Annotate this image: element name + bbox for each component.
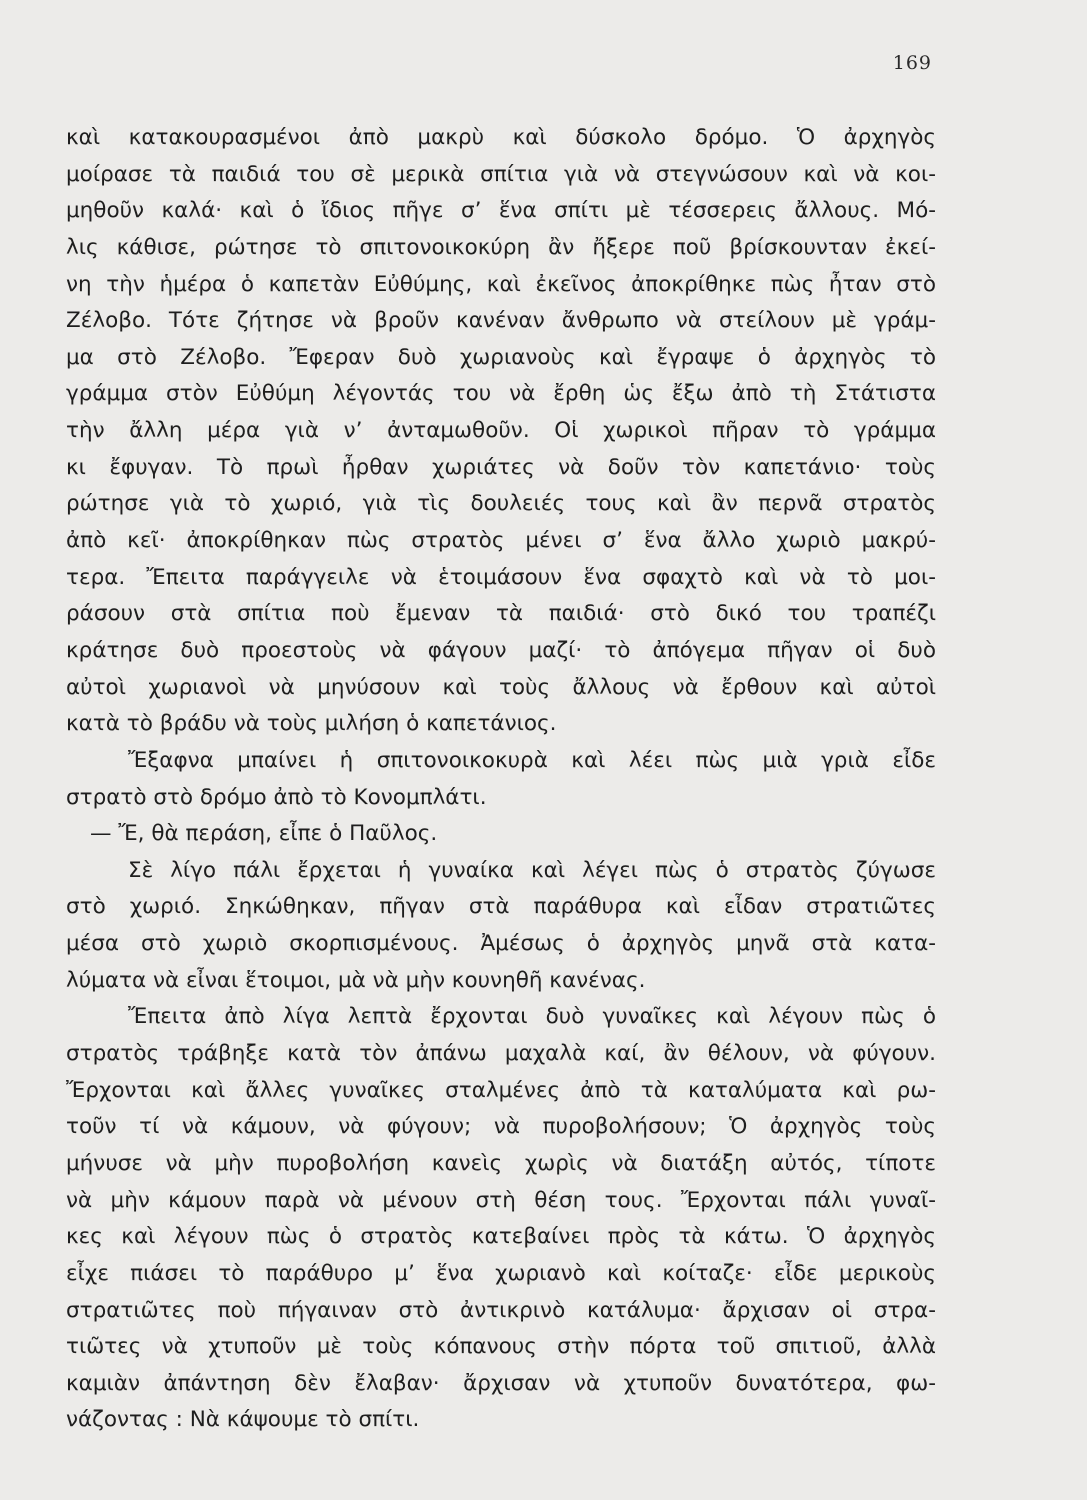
text-line: νὰ μὴν κάμουν παρὰ νὰ μένουν στὴ θέση τους. Ἔρχονται πάλι γυναῖ-: [66, 1187, 936, 1213]
text-line: αὐτοὶ χωριανοὶ νὰ μηνύσουν καὶ τοὺς ἄλλους νὰ ἔρθουν καὶ αὐτοὶ: [66, 674, 936, 700]
text-line: λις κάθισε, ρώτησε τὸ σπιτονοικοκύρη ἂν ἤξερε ποῦ βρίσκουνταν ἐκεί-: [66, 234, 936, 260]
text-line: μέσα στὸ χωριὸ σκορπισμένους. Ἀμέσως ὁ ἀρχηγὸς μηνᾶ στὰ κατα-: [66, 931, 936, 957]
text-line: μοίρασε τὰ παιδιά του σὲ μερικὰ σπίτια γιὰ νὰ στεγνώσουν καὶ νὰ κοι-: [66, 161, 936, 187]
text-line: κράτησε δυὸ προεστοὺς νὰ φάγουν μαζί· τὸ ἀπόγεμα πῆγαν οἱ δυὸ: [66, 637, 936, 663]
body-text: [66, 120, 936, 1439]
text-line: μα στὸ Ζέλοβο. Ἔφεραν δυὸ χωριανοὺς καὶ ἔγραψε ὁ ἀρχηγὸς τὸ: [66, 344, 936, 370]
text-line: μήνυσε νὰ μὴν πυροβολήση κανεὶς χωρὶς νὰ διατάξη αὐτός, τίποτε: [66, 1150, 936, 1176]
dialogue-line: — Ἔ, θὰ περάση, εἶπε ὁ Παῦλος.: [90, 821, 438, 847]
text-line: ράσουν στὰ σπίτια ποὺ ἔμεναν τὰ παιδιά· στὸ δικό του τραπέζι: [66, 601, 936, 627]
text-line: νάζοντας : Νὰ κάψουμε τὸ σπίτι.: [66, 1407, 420, 1433]
text-line: στρατὸς τράβηξε κατὰ τὸν ἀπάνω μαχαλὰ καί, ἂν θέλουν, νὰ φύγουν.: [66, 1041, 936, 1067]
text-line: καμιὰν ἀπάντηση δὲν ἔλαβαν· ἄρχισαν νὰ χτυποῦν δυνατότερα, φω-: [66, 1370, 936, 1396]
text-line: λύματα νὰ εἶναι ἕτοιμοι, μὰ νὰ μὴν κουνηθῆ κανένας.: [66, 967, 646, 993]
text-line: νη τὴν ἡμέρα ὁ καπετὰν Εὐθύμης, καὶ ἐκεῖνος ἀποκρίθηκε πὼς ἦταν στὸ: [66, 271, 936, 297]
text-line: ἀπὸ κεῖ· ἀποκρίθηκαν πὼς στρατὸς μένει σ’ ἕνα ἄλλο χωριὸ μακρύ-: [66, 528, 936, 554]
text-line: Ἔρχονται καὶ ἄλλες γυναῖκες σταλμένες ἀπὸ τὰ καταλύματα καὶ ρω-: [66, 1077, 936, 1103]
text-line: τερα. Ἔπειτα παράγγειλε νὰ ἑτοιμάσουν ἕνα σφαχτὸ καὶ νὰ τὸ μοι-: [66, 564, 936, 590]
text-line: Ἔξαφνα μπαίνει ἡ σπιτονοικοκυρὰ καὶ λέει πὼς μιὰ γριὰ εἶδε: [128, 747, 936, 773]
text-line: κατὰ τὸ βράδυ νὰ τοὺς μιλήση ὁ καπετάνιος.: [66, 711, 557, 737]
text-line: γράμμα στὸν Εὐθύμη λέγοντάς του νὰ ἔρθη ὡς ἔξω ἀπὸ τὴ Στάτιστα: [66, 381, 936, 407]
text-line: τιῶτες νὰ χτυποῦν μὲ τοὺς κόπανους στὴν πόρτα τοῦ σπιτιοῦ, ἀλλὰ: [66, 1334, 936, 1360]
text-line: κι ἔφυγαν. Τὸ πρωὶ ἦρθαν χωριάτες νὰ δοῦν τὸν καπετάνιο· τοὺς: [66, 454, 936, 480]
page-number: 169: [892, 52, 932, 74]
text-line: εἶχε πιάσει τὸ παράθυρο μ’ ἕνα χωριανὸ καὶ κοίταζε· εἶδε μερικοὺς: [66, 1260, 936, 1286]
text-line: Ζέλοβο. Τότε ζήτησε νὰ βροῦν κανέναν ἄνθρωπο νὰ στείλουν μὲ γράμ-: [66, 308, 936, 334]
text-line: τὴν ἄλλη μέρα γιὰ ν’ ἀνταμωθοῦν. Οἱ χωρικοὶ πῆραν τὸ γράμμα: [66, 418, 936, 444]
text-line: ρώτησε γιὰ τὸ χωριό, γιὰ τὶς δουλειές τους καὶ ἂν περνᾶ στρατὸς: [66, 491, 936, 517]
text-line: Ἔπειτα ἀπὸ λίγα λεπτὰ ἔρχονται δυὸ γυναῖκες καὶ λέγουν πὼς ὁ: [128, 1004, 936, 1030]
text-line: τοῦν τί νὰ κάμουν, νὰ φύγουν; νὰ πυροβολήσουν; Ὁ ἀρχηγὸς τοὺς: [66, 1114, 936, 1140]
text-line: στὸ χωριό. Σηκώθηκαν, πῆγαν στὰ παράθυρα καὶ εἶδαν στρατιῶτες: [66, 894, 936, 920]
text-line: μηθοῦν καλά· καὶ ὁ ἴδιος πῆγε σ’ ἕνα σπίτι μὲ τέσσερεις ἄλλους. Μό-: [66, 198, 936, 224]
text-line: κες καὶ λέγουν πὼς ὁ στρατὸς κατεβαίνει πρὸς τὰ κάτω. Ὁ ἀρχηγὸς: [66, 1224, 936, 1250]
text-line: στρατὸ στὸ δρόμο ἀπὸ τὸ Κονομπλάτι.: [66, 784, 487, 810]
text-line: Σὲ λίγο πάλι ἔρχεται ἡ γυναίκα καὶ λέγει πὼς ὁ στρατὸς ζύγωσε: [128, 857, 936, 883]
text-line: καὶ κατακουρασμένοι ἀπὸ μακρὺ καὶ δύσκολο δρόμο. Ὁ ἀρχηγὸς: [66, 125, 936, 150]
text-line: στρατιῶτες ποὺ πήγαιναν στὸ ἀντικρινὸ κατάλυμα· ἄρχισαν οἱ στρα-: [66, 1297, 936, 1323]
